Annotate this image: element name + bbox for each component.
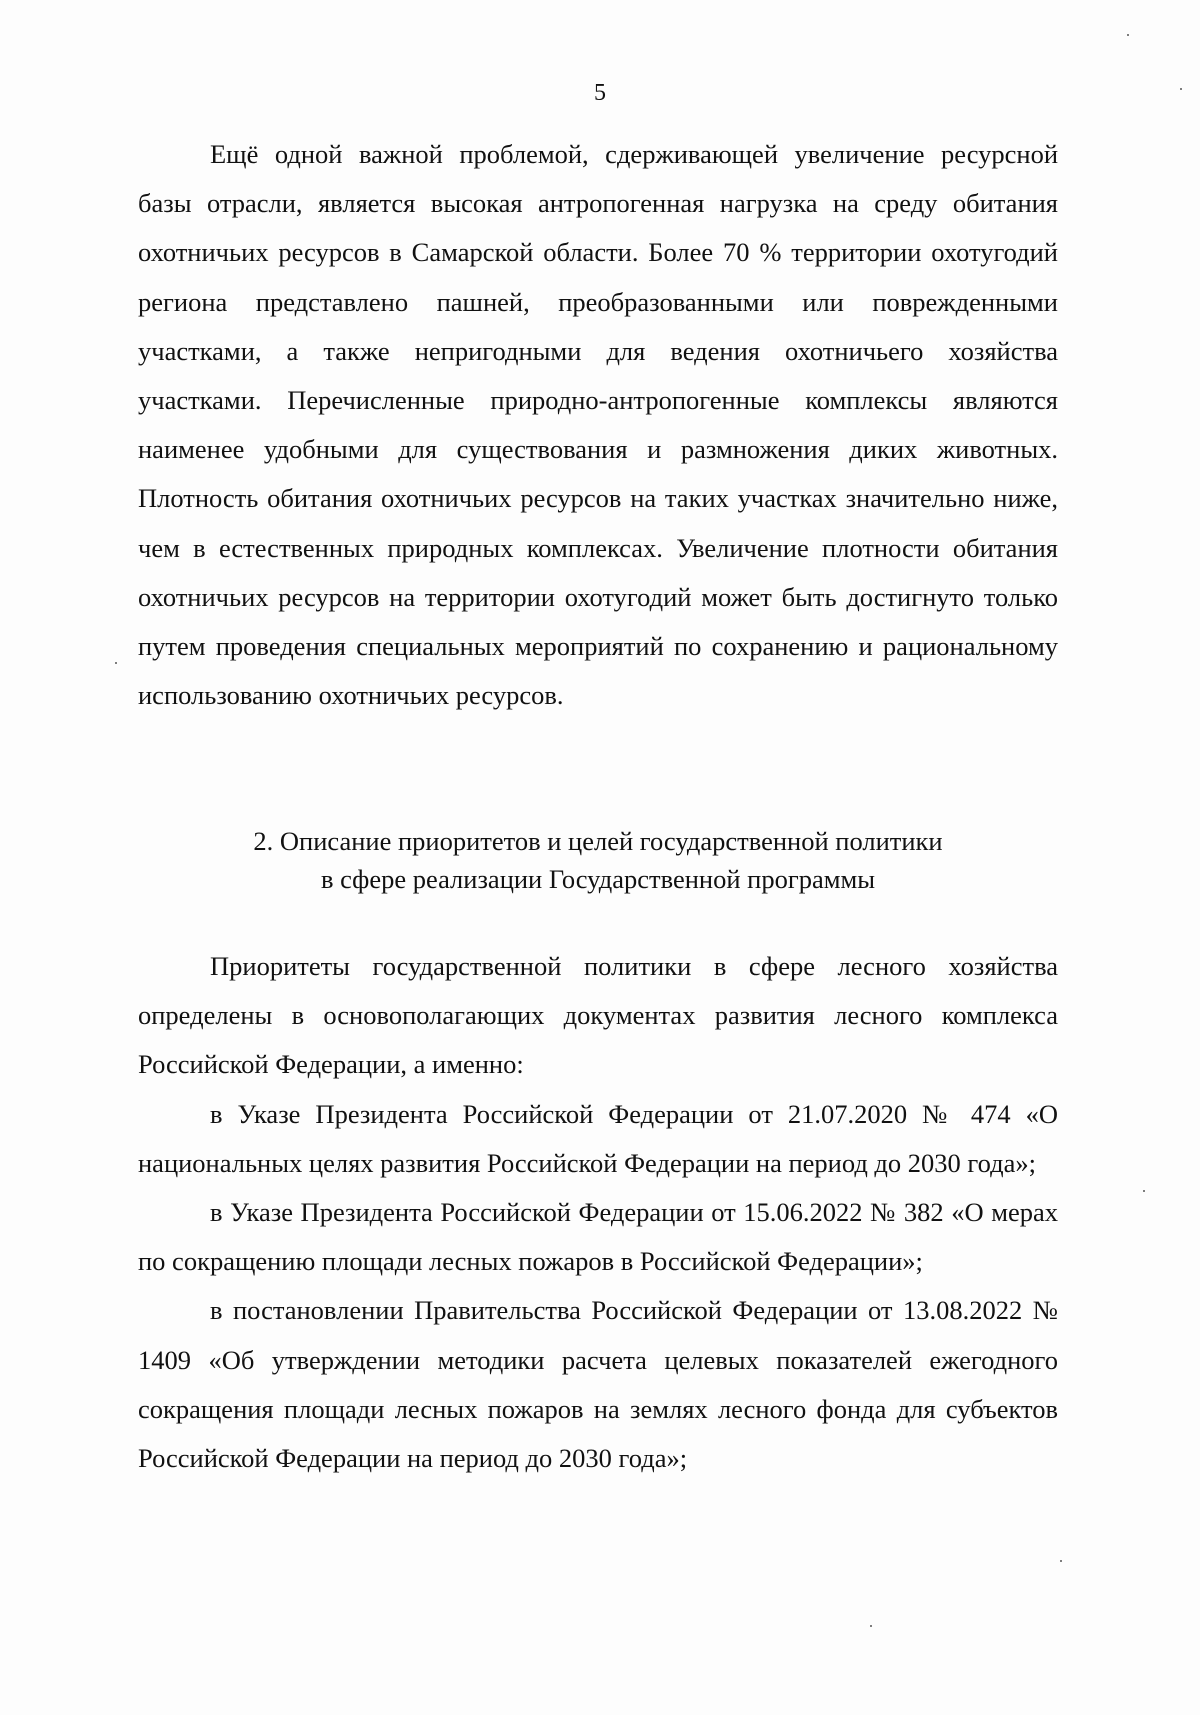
priorities-paragraph: Приоритеты государственной политики в сфере лесного хозяйства определены в основополагающих документах развития лесного комплекса Российской Федерации, а именно:: [138, 951, 1058, 1080]
priorities-section: [138, 942, 1058, 1483]
scan-speck: [1180, 88, 1182, 90]
document-item-3: в постановлении Правительства Российской Федерации от 13.08.2022 № 1409 «Об утверждении методики расчета целевых показателей ежегодного сокращения площади лесных пожаров на землях лесного фонда для субъектов Российской Федерации на период до 2030 года»;: [138, 1295, 1058, 1474]
page-number: 5: [594, 80, 606, 106]
scan-speck: [115, 662, 117, 664]
scan-speck: [1060, 1560, 1062, 1562]
scan-speck: [1143, 1190, 1145, 1192]
document-item-1: в Указе Президента Российской Федерации от 21.07.2020 № 474 «О национальных целях развития Российской Федерации на период до 2030 года»;: [138, 1098, 1058, 1178]
section-heading-line-1: 2. Описание приоритетов и целей государственной политики: [253, 826, 943, 856]
intro-paragraph: Ещё одной важной проблемой, сдерживающей увеличение ресурсной базы отрасли, является высокая антропогенная нагрузка на среду обитания охотничьих ресурсов в Самарской области. Более 70 % территории охотугодий региона представлено пашней, преобразованными или поврежденными участками, а также непригодными для ведения охотничьего хозяйства участками. Перечисленные природно-антропогенные комплексы являются наименее удобными для существования и размножения диких животных. Плотность обитания охотничьих ресурсов на таких участках значительно ниже, чем в естественных природных комплексах. Увеличение плотности обитания охотничьих ресурсов на территории охотугодий может быть достигнуто только путем проведения специальных мероприятий по сохранению и рациональному использованию охотничьих ресурсов.: [138, 139, 1058, 711]
section-heading-line-2: в сфере реализации Государственной программы: [320, 864, 876, 894]
scan-speck: [1127, 34, 1129, 36]
intro-section: [138, 130, 1058, 720]
document-item-2: в Указе Президента Российской Федерации от 15.06.2022 № 382 «О мерах по сокращению площади лесных пожаров в Российской Федерации»;: [138, 1197, 1058, 1277]
section-heading: [138, 822, 1058, 898]
scan-speck: [870, 1625, 872, 1627]
